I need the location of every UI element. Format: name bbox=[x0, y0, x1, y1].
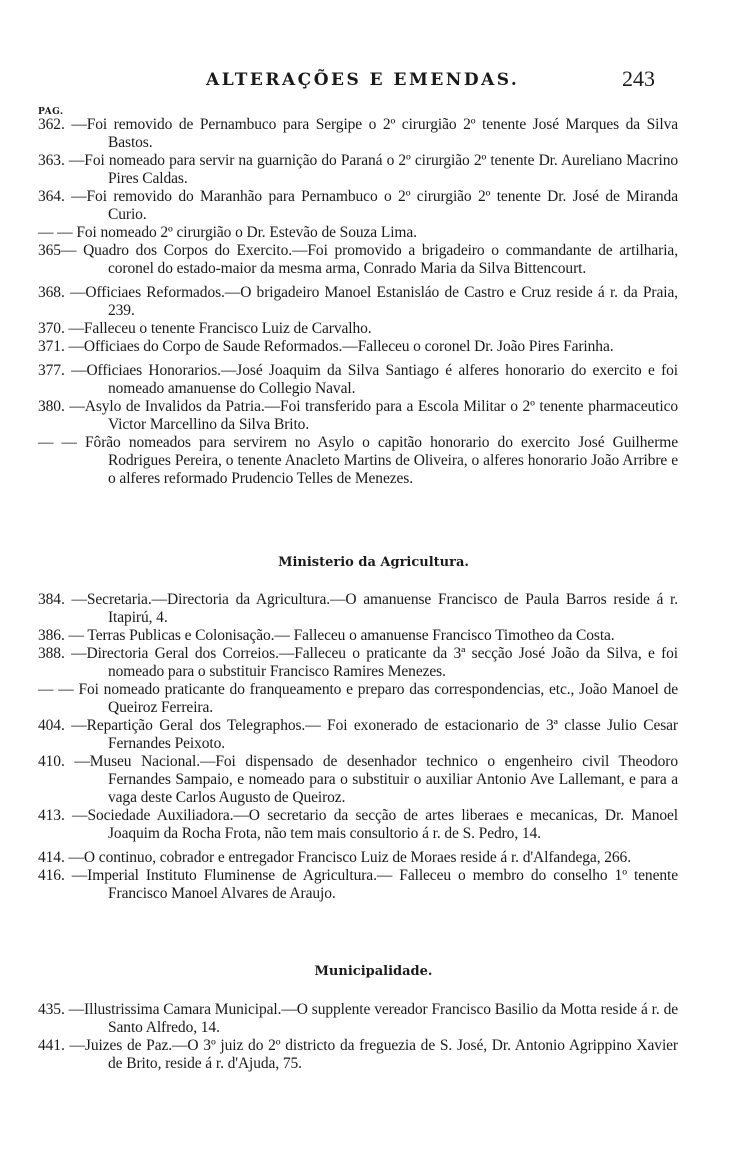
entry: — — Foi nomeado 2º cirurgião o Dr. Estevão de Souza Lima. bbox=[38, 224, 417, 241]
entry: 414. —O continuo, cobrador e entregador Francisco Luiz de Moraes reside á r. d'Alfandega, 266. bbox=[38, 849, 631, 866]
entry: 368. —Officiaes Reformados.—O brigadeiro Manoel Estanisláo de Castro e Cruz reside á r. da Praia, 239. bbox=[38, 284, 679, 319]
pag-label: PAG. bbox=[38, 107, 64, 117]
entry: 441. —Juizes de Paz.—O 3º juiz do 2º districto da freguezia de S. José, Dr. Antonio Agrippino Xavier de Brito, reside á r. d'Ajuda, 75. bbox=[38, 1037, 678, 1072]
entries-group-agricultura bbox=[38, 591, 678, 903]
entry: 365— Quadro dos Corpos do Exercito.—Foi promovido a brigadeiro o commandante de artilharia, coronel do estado-maior da mesma arma, Conrado Maria da Silva Bittencourt. bbox=[38, 242, 678, 277]
running-title: ALTERAÇÕES E EMENDAS. bbox=[206, 70, 520, 90]
entry: 410. —Museu Nacional.—Foi dispensado de desenhador technico o engenheiro civil Theodoro Fernandes Sampaio, e nomeado para o substituir o auxiliar Antonio Ave Lallemant, e para a vaga deste Carlos Augusto de Queiroz. bbox=[38, 753, 678, 806]
entry: 413. —Sociedade Auxiliadora.—O secretario da secção de artes liberaes e mecanicas, Dr. Manoel Joaquim da Rocha Frota, não tem mais consultorio á r. de S. Pedro, 14. bbox=[38, 807, 678, 842]
entry: 388. —Directoria Geral dos Correios.—Falleceu o praticante da 3ª secção José João da Silva, e foi nomeado para o substituir Francisco Ramires Menezes. bbox=[38, 645, 678, 680]
entry: 416. —Imperial Instituto Fluminense de Agricultura.— Falleceu o membro do conselho 1º tenente Francisco Manoel Alvares de Araujo. bbox=[38, 867, 678, 902]
entries-group-army bbox=[38, 116, 678, 488]
entry: 363. —Foi nomeado para servir na guarnição do Paraná o 2º cirurgião 2º tenente Dr. Aureliano Macrino Pires Caldas. bbox=[38, 152, 678, 187]
entry: 386. — Terras Publicas e Colonisação.— Falleceu o amanuense Francisco Timotheo da Costa. bbox=[38, 627, 615, 644]
entry: — — Foi nomeado praticante do franqueamento e preparo das correspondencias, etc., João Manoel de Queiroz Ferreira. bbox=[38, 681, 679, 716]
entry: 371. —Officiaes do Corpo de Saude Reformados.—Falleceu o coronel Dr. João Pires Farinha. bbox=[38, 338, 614, 355]
section-heading-agricultura: Ministerio da Agricultura. bbox=[278, 555, 469, 570]
entry: 364. —Foi removido do Maranhão para Pernambuco o 2º cirurgião 2º tenente Dr. José de Miranda Curio. bbox=[38, 188, 678, 223]
entry: 377. —Officiaes Honorarios.—José Joaquim da Silva Santiago é alferes honorario do exercito e foi nomeado amanuense do Collegio Naval. bbox=[38, 362, 679, 397]
section-heading-municipalidade: Municipalidade. bbox=[314, 964, 433, 979]
page-number: 243 bbox=[622, 66, 655, 91]
entries-group-municipalidade bbox=[38, 1001, 678, 1073]
entry: 435. —Illustrissima Camara Municipal.—O supplente vereador Francisco Basilio da Motta reside á r. de Santo Alfredo, 14. bbox=[38, 1001, 679, 1036]
entry: 370. —Falleceu o tenente Francisco Luiz de Carvalho. bbox=[38, 320, 372, 337]
page-header bbox=[0, 66, 747, 96]
entry: — — Fôrão nomeados para servirem no Asylo o capitão honorario do exercito José Guilherme Rodrigues Pereira, o tenente Anacleto Martins de Oliveira, o alferes honorario João Arribre e o alferes reformado Prudencio Telles de Menezes. bbox=[38, 434, 678, 487]
entry: 404. —Repartição Geral dos Telegraphos.— Foi exonerado de estacionario de 3ª classe Julio Cesar Fernandes Peixoto. bbox=[38, 717, 678, 752]
entry: 384. —Secretaria.—Directoria da Agricultura.—O amanuense Francisco de Paula Barros reside á r. Itapirú, 4. bbox=[38, 591, 678, 626]
entry: 380. —Asylo de Invalidos da Patria.—Foi transferido para a Escola Militar o 2º tenente pharmaceutico Victor Marcellino da Silva Brito. bbox=[38, 398, 678, 433]
entry: 362. —Foi removido de Pernambuco para Sergipe o 2º cirurgião 2º tenente José Marques da Silva Bastos. bbox=[38, 116, 679, 151]
